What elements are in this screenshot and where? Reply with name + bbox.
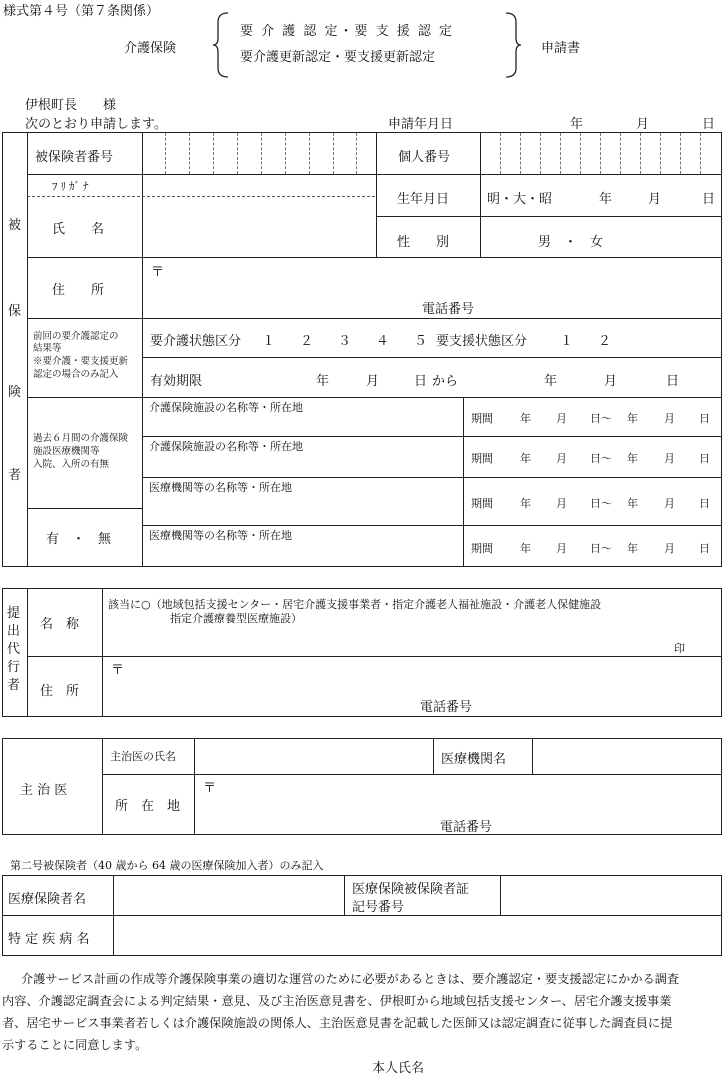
agent-postal-mark: 〒 <box>111 663 125 678</box>
institution-label: 医療機関名 <box>441 752 507 767</box>
agent-name-label: 名 称 <box>40 617 80 632</box>
side-insured-4: 者 <box>8 468 22 483</box>
period-start-day: 日～ <box>590 452 612 465</box>
period-label: 期間 <box>471 497 493 510</box>
form-title: 申請書 <box>541 41 581 56</box>
validity-end-month: 月 <box>604 374 618 389</box>
previous-result-note-1: 前回の要介護認定の <box>33 331 119 342</box>
previous-result-note-2: 結果等 <box>33 343 62 354</box>
insured-number-field[interactable] <box>143 133 375 174</box>
support-level-options[interactable]: １ ２ <box>560 334 618 349</box>
agent-phone-label: 電話番号 <box>420 700 473 715</box>
period-start-day: 日～ <box>590 412 612 425</box>
period-start-year: 年 <box>520 452 531 465</box>
insurance-card-label-2: 記号番号 <box>352 900 405 915</box>
personal-number-field[interactable] <box>481 133 721 174</box>
period-end-month: 月 <box>664 542 675 555</box>
left-bracket <box>212 12 230 78</box>
validity-month: 月 <box>366 374 380 389</box>
consent-line-4: 示することに同意します。 <box>2 1038 148 1052</box>
furigana-label: ﾌﾘｶﾞﾅ <box>52 180 92 193</box>
period-start-month: 月 <box>556 542 567 555</box>
period-end-day: 日 <box>699 497 710 510</box>
validity-year: 年 <box>316 374 330 389</box>
period-start-year: 年 <box>520 412 531 425</box>
specified-disease-field[interactable] <box>114 916 721 955</box>
side-insured-1: 被 <box>8 218 22 233</box>
furigana-field[interactable] <box>143 175 375 196</box>
name-label: 氏 名 <box>52 222 105 237</box>
doctor-phone-label: 電話番号 <box>440 820 493 835</box>
insurance-label: 介護保険 <box>124 41 177 56</box>
agent-type-note-2: 指定介護療養型医療施設） <box>170 612 302 625</box>
signature-field[interactable] <box>440 1056 710 1074</box>
date-year: 年 <box>570 117 584 132</box>
side-insured-2: 保 <box>8 304 22 319</box>
address-label: 住 所 <box>52 283 105 298</box>
doctor-name-field[interactable] <box>195 739 433 774</box>
side-insured-3: 険 <box>8 385 22 400</box>
doctor-label: 主 治 医 <box>20 783 68 798</box>
second-class-note: 第二号被保険者（40 歳から 64 歳の医療保険加入者）のみ記入 <box>10 859 324 872</box>
care-level-label: 要介護状態区分 <box>150 334 242 349</box>
period-start-day: 日～ <box>590 497 612 510</box>
past-stay-note-1: 過去６月間の介護保険 <box>33 433 129 444</box>
form-number: 様式第４号（第７条関係） <box>3 4 160 19</box>
medical-insurer-label: 医療保険者名 <box>8 892 87 907</box>
postal-mark: 〒 <box>151 265 165 280</box>
date-month: 月 <box>636 117 650 132</box>
period-end-year: 年 <box>627 542 638 555</box>
medical-insurer-field[interactable] <box>114 876 344 915</box>
facility-med-2-label: 医療機関等の名称等・所在地 <box>149 529 292 542</box>
past-stay-note-2: 施設医療機関等 <box>33 446 100 457</box>
agent-address-field[interactable] <box>103 657 721 716</box>
period-start-day: 日～ <box>590 542 612 555</box>
facility-med-1-label: 医療機関等の名称等・所在地 <box>149 481 292 494</box>
date-day: 日 <box>702 117 716 132</box>
gender-label: 性 別 <box>397 235 450 250</box>
agent-address-label: 住 所 <box>40 684 80 699</box>
period-end-month: 月 <box>664 412 675 425</box>
agent-side-label: 提 出 代 行 者 <box>7 606 21 693</box>
seal-mark: 印 <box>674 642 685 655</box>
phone-label: 電話番号 <box>422 302 475 317</box>
period-end-day: 日 <box>699 412 710 425</box>
specified-disease-label: 特 定 疾 病 名 <box>8 932 90 947</box>
care-level-options[interactable]: １ ２ ３ ４ ５ <box>262 334 434 349</box>
period-end-day: 日 <box>699 452 710 465</box>
personal-number-label: 個人番号 <box>398 150 451 165</box>
doctor-location-label: 所 在 地 <box>115 799 181 814</box>
period-end-month: 月 <box>664 497 675 510</box>
agent-type-note: 該当に○（地域包括支援センター・居宅介護支援事業者・指定介護老人福祉施設・介護老人保健施設 <box>108 598 602 611</box>
doctor-name-label: 主治医の氏名 <box>110 750 176 763</box>
birth-year: 年 <box>599 192 613 207</box>
doctor-location-field[interactable] <box>195 775 721 834</box>
validity-end-year: 年 <box>544 374 558 389</box>
birthdate-label: 生年月日 <box>397 192 450 207</box>
type-line-1: 要 介 護 認 定・要 支 援 認 定 <box>240 24 455 39</box>
doctor-postal-mark: 〒 <box>203 781 217 796</box>
insurance-card-label: 医療保険被保険者証 <box>352 882 470 897</box>
period-end-day: 日 <box>699 542 710 555</box>
previous-result-note-4: 認定の場合のみ記入 <box>33 369 119 380</box>
application-date-label: 申請年月日 <box>388 117 454 132</box>
period-label: 期間 <box>471 452 493 465</box>
period-label: 期間 <box>471 412 493 425</box>
validity-label: 有効期限 <box>150 374 203 389</box>
agent-name-field[interactable] <box>103 589 721 656</box>
consent-line-3: 者、居宅サービス事業者若しくは介護保険施設の関係人、主治医意見書を記載した医師又は認定調査に従事した調査員に提 <box>2 1016 673 1030</box>
consent-line-1: 介護サービス計画の作成等介護保険事業の適切な運営のために必要があるときは、要介護認定・要支援認定にかかる調査 <box>21 972 680 986</box>
period-start-month: 月 <box>556 497 567 510</box>
period-end-year: 年 <box>627 497 638 510</box>
support-level-label: 要支援状態区分 <box>436 334 528 349</box>
consent-line-2: 内容、介護認定調査会による判定結果・意見、及び主治医意見書を、伊根町から地域包括支援センター、居宅介護支援事業 <box>2 994 672 1008</box>
addressee: 伊根町長 様 <box>25 98 117 113</box>
insured-number-label: 被保険者番号 <box>35 150 114 165</box>
previous-result-note-3: ※要介護・要支援更新 <box>33 356 129 367</box>
period-end-year: 年 <box>627 412 638 425</box>
birth-era: 明・大・昭 <box>487 192 553 207</box>
period-start-month: 月 <box>556 452 567 465</box>
birth-month: 月 <box>648 192 662 207</box>
period-start-month: 月 <box>556 412 567 425</box>
period-start-year: 年 <box>520 497 531 510</box>
period-end-year: 年 <box>627 452 638 465</box>
gender-options[interactable]: 男 ・ 女 <box>538 235 604 250</box>
validity-day: 日 <box>414 374 428 389</box>
stay-yes-no[interactable]: 有 ・ 無 <box>46 532 112 547</box>
facility-care-1-label: 介護保険施設の名称等・所在地 <box>149 401 303 414</box>
period-label: 期間 <box>471 542 493 555</box>
insurance-card-field[interactable] <box>501 876 721 915</box>
validity-from: から <box>432 374 459 389</box>
signature-label: 本人氏名 <box>372 1061 425 1076</box>
institution-field[interactable] <box>533 739 721 774</box>
type-line-2: 要介護更新認定・要支援更新認定 <box>240 50 436 65</box>
period-start-year: 年 <box>520 542 531 555</box>
request-text: 次のとおり申請します。 <box>25 117 167 132</box>
name-field[interactable] <box>143 197 375 257</box>
right-bracket <box>504 12 522 78</box>
past-stay-note-3: 入院、入所の有無 <box>33 459 110 470</box>
birth-day: 日 <box>702 192 716 207</box>
facility-care-2-label: 介護保険施設の名称等・所在地 <box>149 440 303 453</box>
validity-end-day: 日 <box>666 374 680 389</box>
period-end-month: 月 <box>664 452 675 465</box>
